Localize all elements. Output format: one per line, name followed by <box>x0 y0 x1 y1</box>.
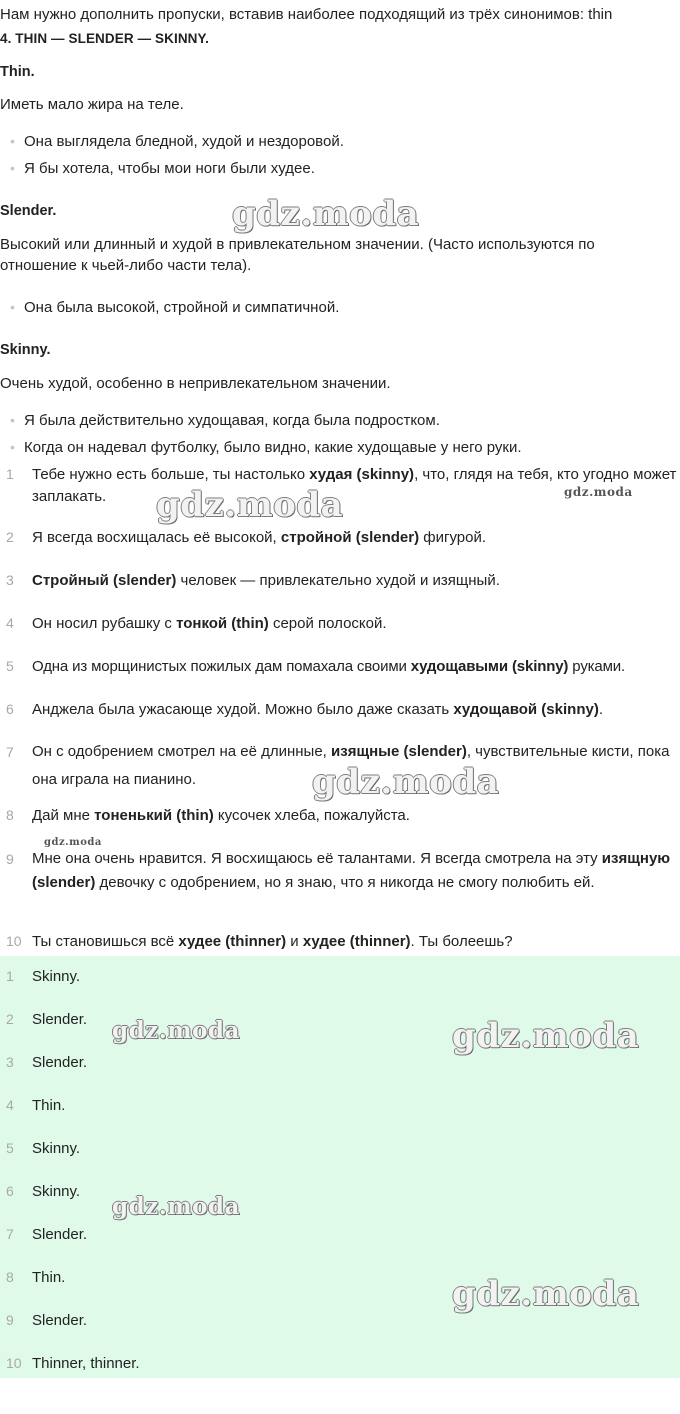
bullet-icon: • <box>10 133 15 149</box>
watermark-logo: gdz.moda <box>452 1016 640 1056</box>
list-item: • Я была действительно худощавая, когда была подростком. <box>10 412 440 429</box>
watermark-logo: gdz.moda <box>452 1274 640 1314</box>
bullet-icon: • <box>10 299 15 315</box>
definition-skinny: Очень худой, особенно в непривлекательном значении. <box>0 375 391 392</box>
list-item: • Она была высокой, стройной и симпатичной. <box>10 299 340 316</box>
definition-slender: Высокий или длинный и худой в привлекательном значении. (Часто используются по отношение к чьей-либо части тела). <box>0 236 595 274</box>
list-item: • Когда он надевал футболку, было видно, какие худощавые у него руки. <box>10 439 522 456</box>
list-item: • Она выглядела бледной, худой и нездоровой. <box>10 133 344 150</box>
list-item: • Я бы хотела, чтобы мои ноги были худее. <box>10 160 315 177</box>
bullet-icon: • <box>10 160 15 176</box>
watermark-logo: gdz.moda <box>232 194 420 234</box>
watermark-logo: gdz.moda <box>156 485 344 525</box>
term-skinny: Skinny. <box>0 342 51 358</box>
watermark-logo: gdz.moda <box>312 762 500 802</box>
watermark-logo: gdz.moda <box>112 1193 240 1220</box>
watermark-logo: gdz.moda <box>564 485 633 499</box>
term-slender: Slender. <box>0 203 57 219</box>
term-thin: Thin. <box>0 64 35 80</box>
watermark-logo: gdz.moda <box>44 837 102 848</box>
definition-thin: Иметь мало жира на теле. <box>0 96 184 113</box>
task-heading: 4. THIN — SLENDER — SKINNY. <box>0 31 209 46</box>
intro-text: Нам нужно дополнить пропуски, вставив наиболее подходящий из трёх синонимов: thin <box>0 6 613 23</box>
bullet-icon: • <box>10 412 15 428</box>
watermark-logo: gdz.moda <box>112 1017 240 1044</box>
bullet-icon: • <box>10 439 15 455</box>
